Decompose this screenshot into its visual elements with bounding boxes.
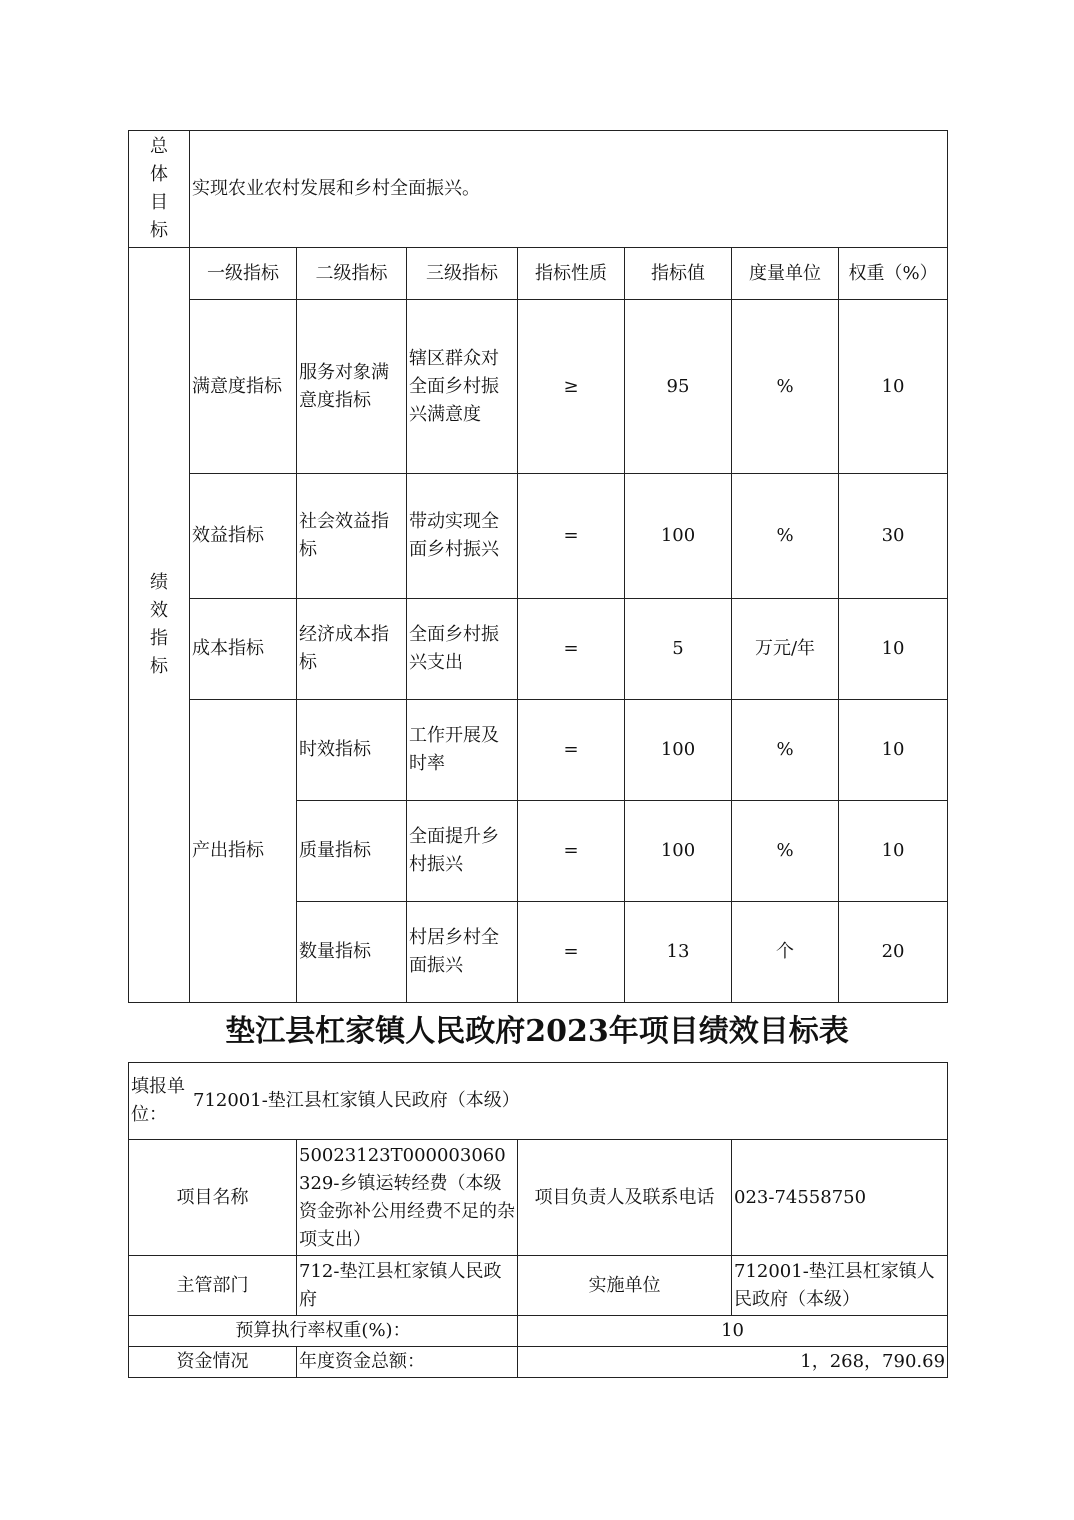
fill-unit-row [129, 1063, 948, 1140]
nature-cell: = [518, 801, 625, 902]
contact-label: 项目负责人及联系电话 [518, 1140, 732, 1256]
level3-cell: 全面提升乡村振兴 [407, 801, 518, 902]
funds-total-value: 1，268，790.69 [518, 1347, 948, 1378]
level2-cell: 数量指标 [297, 902, 407, 1003]
performance-indicator-table [128, 130, 948, 1003]
header-value: 指标值 [625, 248, 732, 300]
header-level3: 三级指标 [407, 248, 518, 300]
level3-cell: 辖区群众对全面乡村振兴满意度 [407, 300, 518, 474]
table-row [129, 474, 948, 599]
funds-total-label: 年度资金总额： [297, 1347, 518, 1378]
overall-goal-label: 总 体 目 标 [129, 131, 190, 248]
value-cell: 95 [625, 300, 732, 474]
table-row [129, 300, 948, 474]
level1-cell: 成本指标 [190, 599, 297, 700]
header-level2: 二级指标 [297, 248, 407, 300]
level2-cell: 社会效益指标 [297, 474, 407, 599]
level1-cell: 满意度指标 [190, 300, 297, 474]
fill-unit-label: 填报单位： [131, 1076, 185, 1125]
value-cell: 5 [625, 599, 732, 700]
contact-value: 023-74558750 [732, 1140, 948, 1256]
level3-cell: 带动实现全面乡村振兴 [407, 474, 518, 599]
unit-cell: % [732, 700, 839, 801]
level3-cell: 村居乡村全面振兴 [407, 902, 518, 1003]
nature-cell: = [518, 599, 625, 700]
project-info-table [128, 1062, 948, 1378]
budget-rate-label: 预算执行率权重(%)： [129, 1316, 518, 1347]
weight-cell: 10 [839, 700, 948, 801]
impl-value: 712001-垫江县杠家镇人民政府（本级） [732, 1256, 948, 1316]
level1-cell: 产出指标 [190, 700, 297, 1003]
value-cell: 100 [625, 700, 732, 801]
level3-cell: 工作开展及时率 [407, 700, 518, 801]
document-title: 垫江县杠家镇人民政府2023年项目绩效目标表 [225, 1014, 849, 1049]
weight-cell: 30 [839, 474, 948, 599]
unit-cell: % [732, 474, 839, 599]
performance-indicator-label: 绩 效 指 标 [129, 248, 190, 1003]
project-name-value: 50023123T000003060329-乡镇运转经费（本级资金弥补公用经费不足的杂项支出） [297, 1140, 518, 1256]
dept-value: 712-垫江县杠家镇人民政府 [297, 1256, 518, 1316]
weight-cell: 20 [839, 902, 948, 1003]
nature-cell: = [518, 902, 625, 1003]
unit-cell: % [732, 300, 839, 474]
dept-label: 主管部门 [129, 1256, 297, 1316]
project-name-label: 项目名称 [129, 1140, 297, 1256]
level3-cell: 全面乡村振兴支出 [407, 599, 518, 700]
value-cell: 100 [625, 801, 732, 902]
level2-cell: 服务对象满意度指标 [297, 300, 407, 474]
unit-cell: 个 [732, 902, 839, 1003]
nature-cell: ≥ [518, 300, 625, 474]
header-level1: 一级指标 [190, 248, 297, 300]
weight-cell: 10 [839, 801, 948, 902]
level2-cell: 质量指标 [297, 801, 407, 902]
weight-cell: 10 [839, 300, 948, 474]
impl-label: 实施单位 [518, 1256, 732, 1316]
level2-cell: 经济成本指标 [297, 599, 407, 700]
fill-unit-value: 712001-垫江县杠家镇人民政府（本级） [193, 1090, 520, 1111]
value-cell: 13 [625, 902, 732, 1003]
value-cell: 100 [625, 474, 732, 599]
weight-cell: 10 [839, 599, 948, 700]
unit-cell: 万元/年 [732, 599, 839, 700]
header-weight: 权重（%） [839, 248, 948, 300]
nature-cell: = [518, 700, 625, 801]
budget-rate-value: 10 [518, 1316, 948, 1347]
nature-cell: = [518, 474, 625, 599]
unit-cell: % [732, 801, 839, 902]
header-nature: 指标性质 [518, 248, 625, 300]
overall-goal-text: 实现农业农村发展和乡村全面振兴。 [190, 131, 948, 248]
level1-cell: 效益指标 [190, 474, 297, 599]
header-unit: 度量单位 [732, 248, 839, 300]
funds-label: 资金情况 [129, 1347, 297, 1378]
level2-cell: 时效指标 [297, 700, 407, 801]
table-row [129, 700, 948, 801]
table-row [129, 599, 948, 700]
